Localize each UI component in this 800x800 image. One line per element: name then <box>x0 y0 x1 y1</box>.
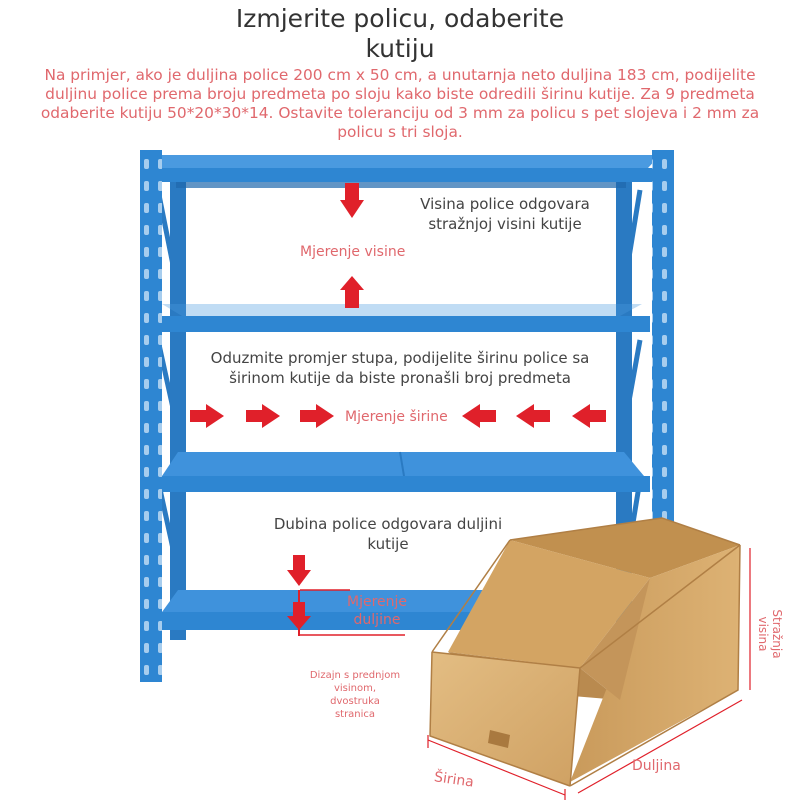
back-height-label <box>756 599 784 669</box>
height-note-line-2: stražnjoj visini kutije <box>428 215 582 233</box>
depth-note-line-2: kutije <box>367 535 409 553</box>
width-note-line-2: širinom kutije da biste pronašli broj predmeta <box>229 369 571 387</box>
front-height-note-line-2: visinom, <box>333 683 377 694</box>
front-height-note-line-4: stranica <box>334 709 376 720</box>
height-note <box>380 194 630 234</box>
height-note-line-1: Visina police odgovara <box>420 195 590 213</box>
length-dimension-label: Duljina <box>632 758 681 774</box>
height-label: Mjerenje visine <box>300 244 406 260</box>
width-note <box>180 348 620 388</box>
depth-label-line-2: duljine <box>353 612 401 628</box>
intro-line-3: odaberite kutiju 50*20*30*14. Ostavite toleranciju od 3 mm za policu s pet slojeva i 2 mm za <box>40 104 760 122</box>
intro-line-4: policu s tri sloja. <box>337 123 463 141</box>
width-dimension-label: Širina <box>433 769 475 791</box>
title-line-2: kutiju <box>365 34 435 63</box>
title-line-1: Izmjerite policu, odaberite <box>235 4 565 33</box>
width-note-line-1: Oduzmite promjer stupa, podijelite širinu police sa <box>210 349 590 367</box>
width-label: Mjerenje širine <box>345 409 448 425</box>
back-height-label-line-1: Stražnja <box>770 609 784 659</box>
depth-note <box>258 514 518 554</box>
back-height-label-line-2: visina <box>756 616 770 652</box>
box-front-panel <box>430 652 580 786</box>
intro-line-2: duljinu police prema broju predmeta po sloju kako biste odredili širinu kutije. Za 9 predmeta <box>45 85 755 103</box>
depth-label <box>342 593 412 629</box>
depth-label-line-1: Mjerenje <box>346 594 408 610</box>
front-height-note <box>300 669 410 721</box>
front-height-note-line-1: Dizajn s prednjom <box>309 670 401 681</box>
intro-line-1: Na primjer, ako je duljina police 200 cm x 50 cm, a unutarnja neto duljina 183 cm, podijelite <box>44 66 756 84</box>
depth-note-line-1: Dubina police odgovara duljini <box>273 515 503 533</box>
front-height-note-line-3: dvostruka <box>330 696 380 707</box>
